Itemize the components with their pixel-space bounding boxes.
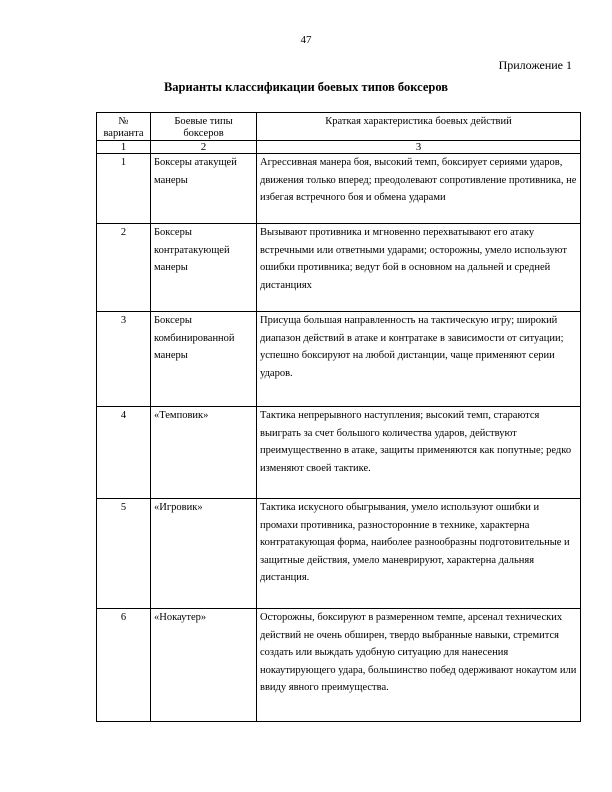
row-description: Присуща большая направленность на тактическую игру; широкий диапазон действий в атаке и контратаке в зависимости от ситуации; успешно боксируют на любой дистанции, чаще применяют серии ударов.: [257, 312, 581, 407]
classification-table: [96, 112, 581, 722]
table-row: [97, 154, 581, 224]
row-type: Боксеры контратакующей манеры: [151, 224, 257, 312]
page-number: 47: [300, 34, 312, 46]
table-header-row: [97, 113, 581, 141]
column-number: 2: [151, 141, 257, 154]
appendix-label: Приложение 1: [498, 58, 572, 72]
row-number: 4: [97, 407, 151, 499]
row-description: Тактика непрерывного наступления; высокий темп, стараются выиграть за счет большого количества ударов, действуют преимущественно в атаке, защиты применяются как попутные; редко изменяют своей тактике.: [257, 407, 581, 499]
row-number: 3: [97, 312, 151, 407]
table-row: [97, 224, 581, 312]
table-row: [97, 499, 581, 609]
column-number: 3: [257, 141, 581, 154]
table-row: [97, 312, 581, 407]
header-number: № варианта: [97, 113, 151, 141]
row-type: Боксеры атакущей манеры: [151, 154, 257, 224]
row-description: Агрессивная манера боя, высокий темп, боксирует сериями ударов, движения только вперед; преодолевают сопротивление противника, не избегая встречного боя и обмена ударами: [257, 154, 581, 224]
table-row: [97, 407, 581, 499]
row-number: 6: [97, 609, 151, 722]
row-type: «Темповик»: [151, 407, 257, 499]
column-number: 1: [97, 141, 151, 154]
row-number: 2: [97, 224, 151, 312]
table-row: [97, 609, 581, 722]
row-description: Вызывают противника и мгновенно перехватывают его атаку встречными или ответными ударами; осторожны, умело используют ошибки противника; ведут бой в основном на дальней и средней дистанциях: [257, 224, 581, 312]
header-type: Боевые типы боксеров: [151, 113, 257, 141]
row-number: 5: [97, 499, 151, 609]
row-type: Боксеры комбинированной манеры: [151, 312, 257, 407]
row-description: Осторожны, боксируют в размеренном темпе, арсенал технических действий не очень обширен, твердо выбранные навыки, стремится создать или выждать удобную ситуацию для нанесения нокаутирующего удара, большинство побед одерживают нокаутом или ввиду явного преимущества.: [257, 609, 581, 722]
column-number-row: [97, 141, 581, 154]
row-description: Тактика искусного обыгрывания, умело используют ошибки и промахи противника, разносторонние в технике, характерна контратакующая форма, наиболее разнообразны подготовительные и защитные действия, умело маневрируют, характерна дальняя дистанция.: [257, 499, 581, 609]
page-title: Варианты классификации боевых типов боксеров: [163, 80, 449, 94]
row-type: «Игровик»: [151, 499, 257, 609]
row-number: 1: [97, 154, 151, 224]
row-type: «Нокаутер»: [151, 609, 257, 722]
header-description: Краткая характеристика боевых действий: [257, 113, 581, 141]
